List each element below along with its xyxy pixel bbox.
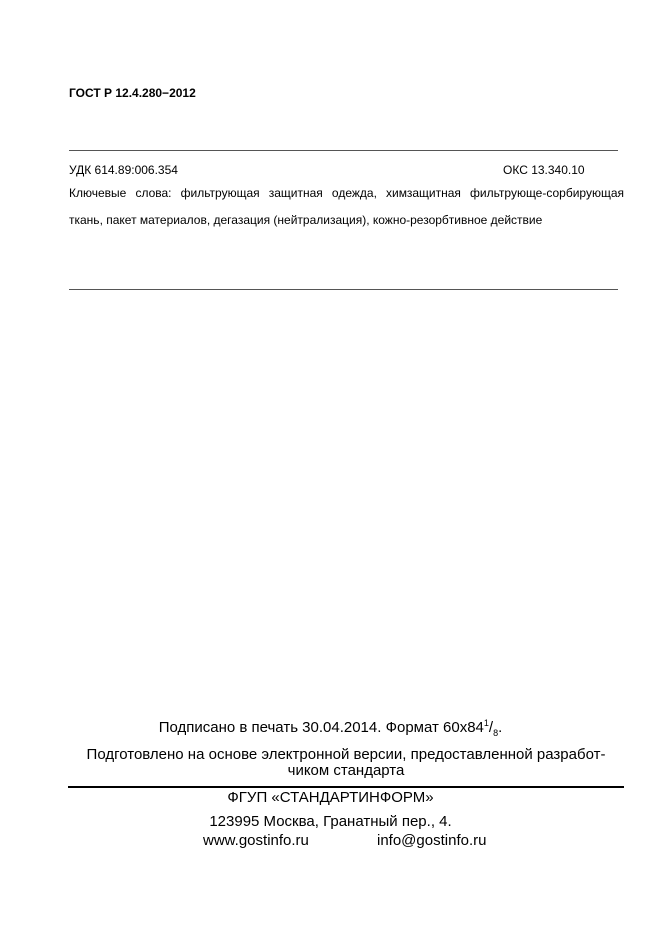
publisher-website: www.gostinfo.ru <box>203 832 309 849</box>
signed-text: Подписано в печать 30.04.2014. Формат 60x84 <box>158 719 484 736</box>
format-separator: / <box>488 719 494 736</box>
signed-for-print <box>0 718 661 738</box>
format-denominator: 8 <box>493 728 499 738</box>
publisher-email: info@gostinfo.ru <box>377 832 487 849</box>
publisher-address: 123995 Москва, Гранатный пер., 4. <box>209 813 452 830</box>
oks-code: ОКС 13.340.10 <box>503 163 585 177</box>
divider-imprint <box>68 786 624 788</box>
standard-code: ГОСТ Р 12.4.280−2012 <box>69 86 196 100</box>
format-numerator: 1 <box>483 718 489 728</box>
divider-top <box>69 150 618 151</box>
format-end: . <box>498 719 503 736</box>
udk-code: УДК 614.89:006.354 <box>69 163 178 177</box>
prepared-note: Подготовлено на основе электронной версии, предоставленной разработ-чиком стандарта <box>86 746 606 779</box>
keywords-paragraph: Ключевые слова: фильтрующая защитная одежда, химзащитная фильтрующе-сорбирующая ткань, пакет материалов, дегазация (нейтрализация), кожно-резорбтивное действие <box>69 186 624 227</box>
publisher-name: ФГУП «СТАНДАРТИНФОРМ» <box>227 789 434 806</box>
divider-middle <box>69 289 618 290</box>
